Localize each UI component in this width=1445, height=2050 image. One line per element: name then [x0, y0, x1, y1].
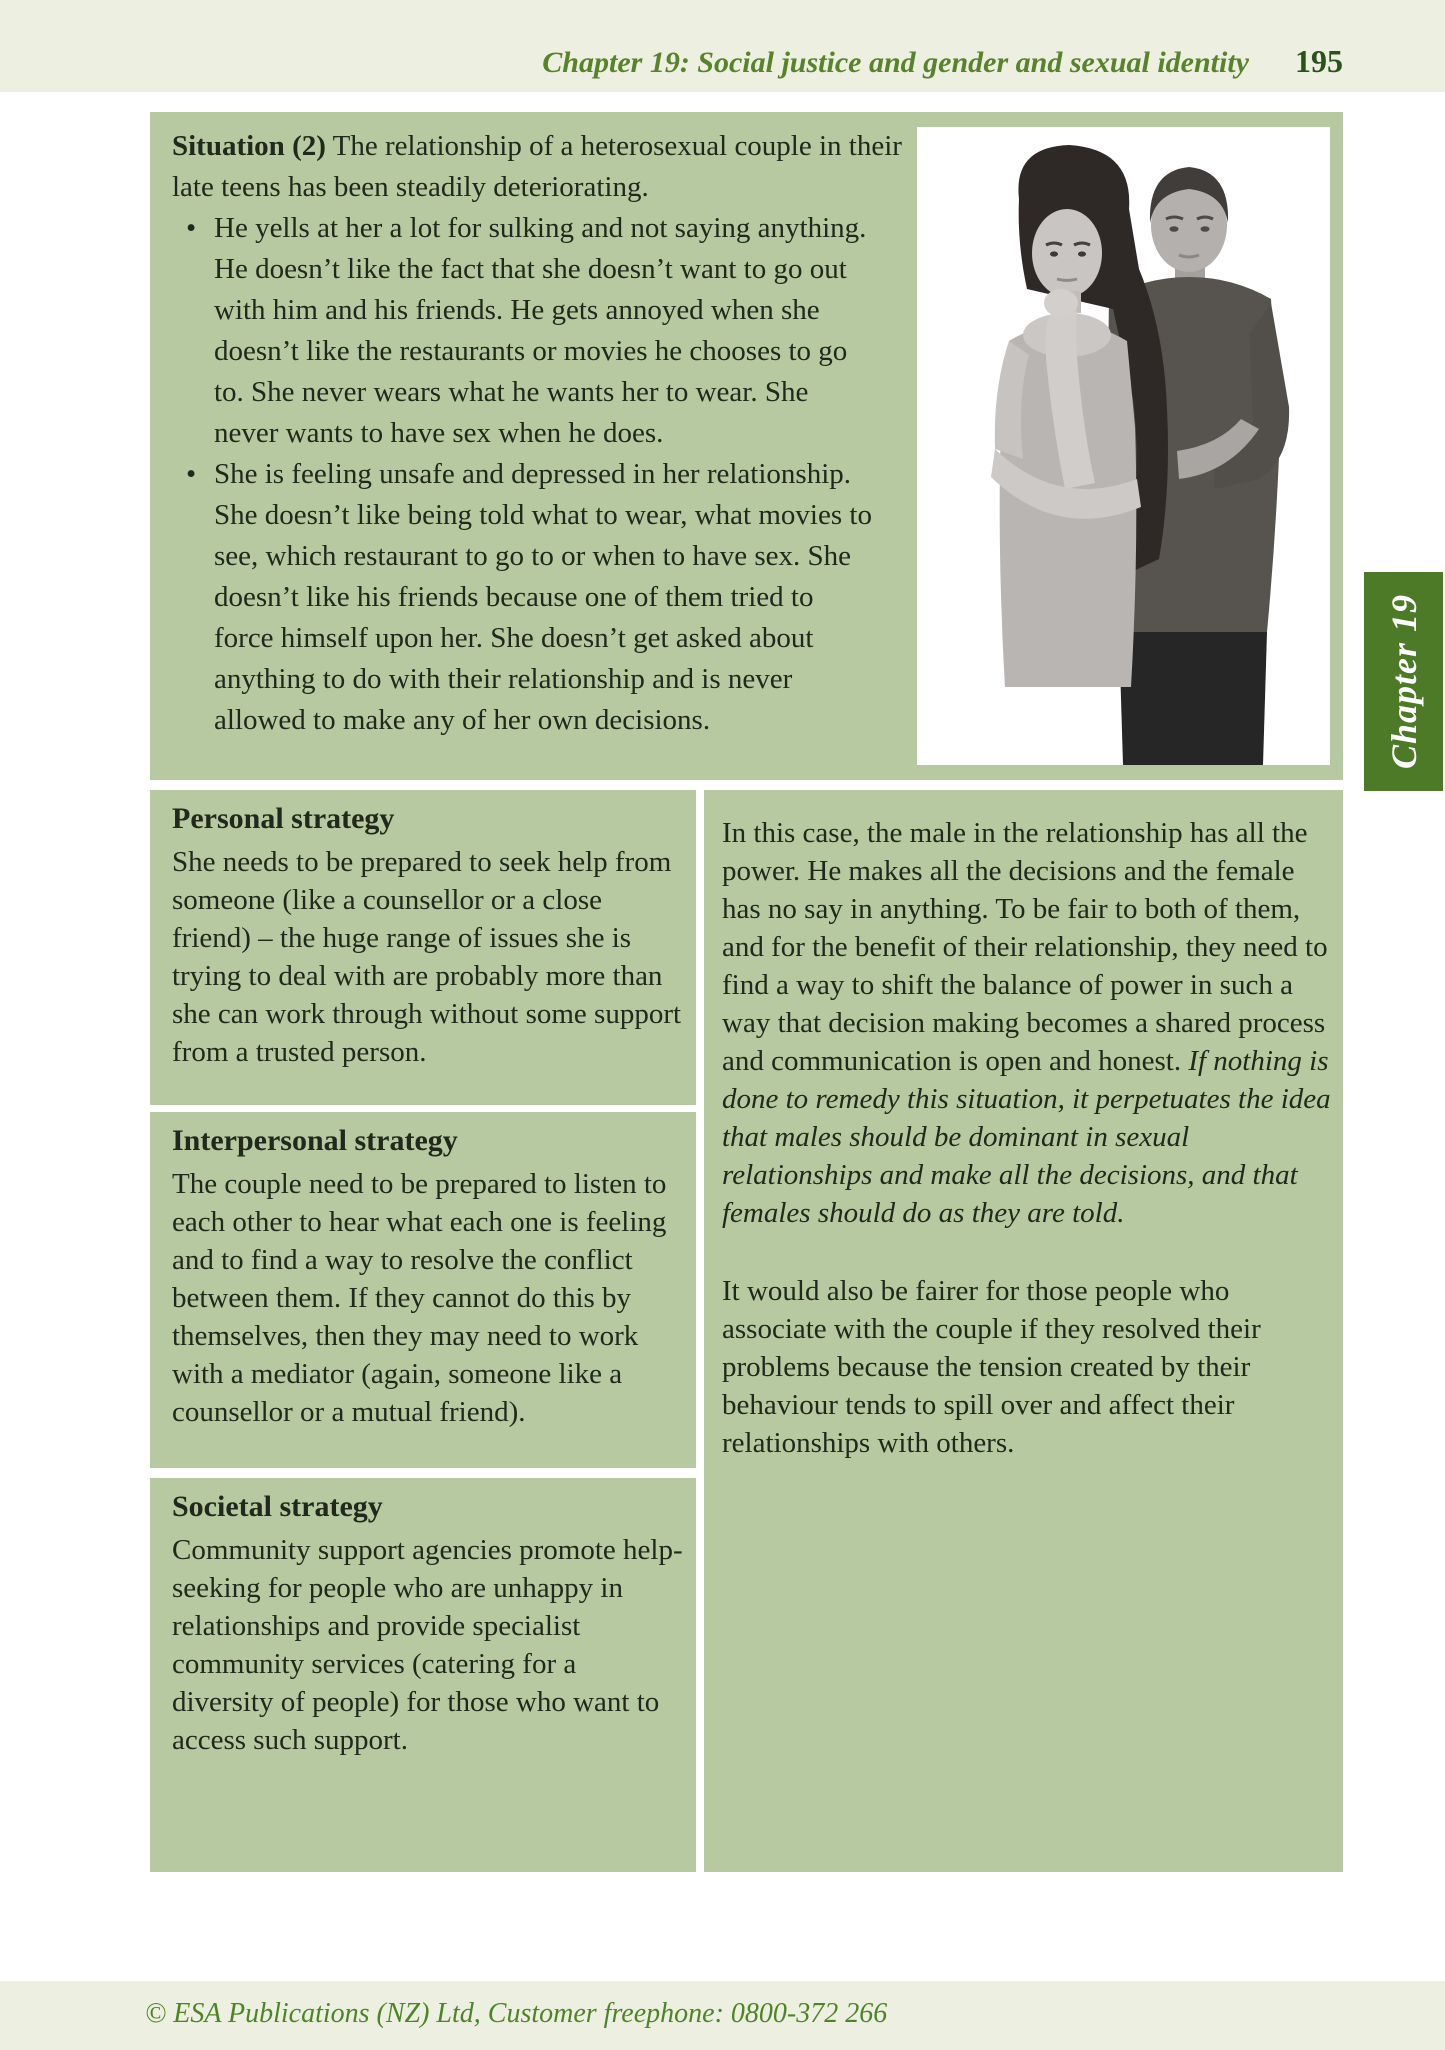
- situation-text: [172, 126, 924, 741]
- interpersonal-strategy-box: [150, 1112, 696, 1468]
- chapter-side-tab: [1364, 572, 1443, 791]
- analysis-paragraph-1: [722, 814, 1331, 1232]
- societal-strategy-box: [150, 1478, 696, 1872]
- bullet-text: She is feeling unsafe and depressed in her relationship. She doesn’t like being told what to wear, what movies to see, which restaurant to go to or when to have sex. She doesn’t like his friends because one of them tried to force himself upon her. She doesn’t get asked about anything to do with their relationship and is never allowed to make any of her own decisions.: [214, 458, 872, 736]
- chapter-header-title: Chapter 19: Social justice and gender and sexual identity: [542, 46, 1249, 79]
- strategy-body: She needs to be prepared to seek help from someone (like a counsellor or a close friend) – the huge range of issues she is trying to deal with are probably more than she can work through without some support from a trusted person.: [172, 846, 682, 1068]
- bullet-text: He yells at her a lot for sulking and not saying anything. He doesn’t like the fact that she doesn’t want to go out with him and his friends. He gets annoyed when she doesn’t like the restaurants or movies he chooses to go to. She never wears what he wants her to wear. She never wants to have sex when he does.: [214, 212, 867, 449]
- analysis-content: [704, 790, 1343, 1462]
- personal-strategy-content: [150, 790, 696, 1071]
- couple-photo-illustration: [917, 127, 1330, 765]
- analysis-paragraph-1-regular: In this case, the male in the relationship has all the power. He makes all the decisions and the female has no say in anything. To be fair to both of them, and for the benefit of their relationship, they need to find a way to shift the balance of power in such a way that decision making becomes a shared process and communication is open and honest.: [722, 817, 1328, 1077]
- societal-strategy-content: [150, 1478, 696, 1759]
- chapter-tab-label: Chapter 19: [1383, 593, 1424, 770]
- page-header: [0, 0, 1445, 92]
- analysis-box: [704, 790, 1343, 1872]
- analysis-paragraph-2: It would also be fairer for those people who associate with the couple if they resolved their problems because the tension created by their behaviour tends to spill over and affect their relationships with others.: [722, 1275, 1261, 1459]
- situation-intro-paragraph: [172, 126, 924, 208]
- footer-copyright-text: © ESA Publications (NZ) Ltd, Customer freephone: 0800-372 266: [145, 1998, 888, 2029]
- situation-label: Situation (2): [172, 130, 326, 162]
- situation-bullet-1: [172, 208, 924, 454]
- strategy-body: Community support agencies promote help-seeking for people who are unhappy in relationships and provide specialist community services (catering for a diversity of people) for those who want to access such support.: [172, 1534, 683, 1756]
- strategy-title: Societal strategy: [172, 1490, 383, 1523]
- situation-box: [150, 112, 1343, 780]
- bullet-icon: •: [186, 212, 197, 244]
- page-footer: [0, 1981, 1445, 2050]
- situation-intro: The relationship of a heterosexual couple in their late teens has been steadily deteriorating.: [172, 130, 902, 203]
- interpersonal-strategy-content: [150, 1112, 696, 1431]
- strategy-body: The couple need to be prepared to listen to each other to hear what each one is feeling and to find a way to resolve the conflict between them. If they cannot do this by themselves, then they may need to work with a mediator (again, someone like a counsellor or a mutual friend).: [172, 1168, 667, 1428]
- strategy-title: Personal strategy: [172, 802, 395, 835]
- personal-strategy-box: [150, 790, 696, 1105]
- analysis-paragraph-1-italic: If nothing is done to remedy this situation, it perpetuates the idea that males should be dominant in sexual relationships and make all the decisions, and that females should do as they are told.: [722, 1045, 1331, 1229]
- situation-bullet-2: [172, 454, 924, 741]
- page-number: 195: [1295, 43, 1343, 79]
- couple-photo: [917, 127, 1330, 765]
- bullet-icon: •: [186, 458, 197, 490]
- strategy-title: Interpersonal strategy: [172, 1124, 458, 1157]
